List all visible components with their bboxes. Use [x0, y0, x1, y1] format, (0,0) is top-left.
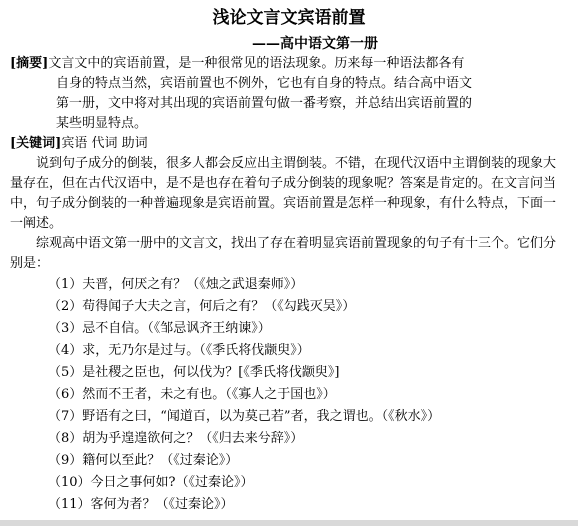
- example-sentence: （8）胡为乎遑遑欲何之？（《归去来兮辞》）: [48, 431, 304, 446]
- example-sentence: （7）野语有之曰，“闻道百，以为莫己若”者，我之谓也。（《秋水》）: [48, 409, 441, 424]
- abstract-line-2: 自身的特点当然，宾语前置也不例外，它也有自身的特点。结合高中语文: [56, 76, 473, 91]
- abstract-section: [10, 54, 568, 134]
- abstract-label: [摘要]: [10, 56, 49, 71]
- document-title: 浅论文言文宾语前置: [212, 8, 366, 28]
- keywords-label: [关键词]: [10, 136, 62, 151]
- abstract-text-1: 文言文中的宾语前置，是一种很常见的语法现象。历来每一种语法都各有: [48, 56, 465, 71]
- example-sentence: （5）是社稷之臣也，何以伐为？[《季氏将伐颛臾》]: [48, 365, 340, 380]
- abstract-line-4: 某些明显特点。: [56, 116, 148, 131]
- keywords-text: 宾语 代词 助词: [61, 136, 148, 151]
- bottom-scroll-edge: [0, 520, 578, 526]
- abstract-line-1: [10, 54, 568, 74]
- body-paragraph-2: 综观高中语文第一册中的文言文，找出了存在着明显宾语前置现象的句子有十三个。它们分别是：: [10, 236, 557, 271]
- example-sentence: （1）夫晋，何厌之有？（《烛之武退秦师》）: [48, 277, 304, 292]
- example-sentence: （9）籍何以至此？（《过秦论》）: [48, 453, 239, 468]
- keywords-section: [10, 134, 568, 154]
- example-sentence: （2）苟得闻子大夫之言，何后之有？（《勾践灭吴》）: [48, 299, 356, 314]
- example-sentence: （10）今日之事何如?（《过秦论》）: [48, 475, 254, 490]
- example-sentence-list: [10, 274, 568, 516]
- example-sentence: （6）然而不王者，未之有也。（《寡人之于国也》）: [48, 387, 336, 402]
- document-subtitle: ——高中语文第一册: [252, 36, 378, 52]
- abstract-line-3: 第一册，文中将对其出现的宾语前置句做一番考察，并总结出宾语前置的: [56, 96, 473, 111]
- example-sentence: （4）求，无乃尔是过与。（《季氏将伐颛臾》）: [48, 343, 310, 358]
- example-sentence: （11）客何为者？（《过秦论》）: [48, 497, 234, 512]
- example-sentence: （3）忌不自信。（《邹忌讽齐王纳谏》）: [48, 321, 271, 336]
- body-paragraph-1: 说到句子成分的倒装，很多人都会反应出主谓倒装。不错，在现代汉语中主谓倒装的现象大量存在，但在古代汉语中，是不是也存在着句子成分倒装的现象呢？答案是肯定的。在文言问当中，句子成分倒装的一种普遍现象是宾语前置。宾语前置是怎样一种现象，有什么特点，下面一一阐述。: [10, 156, 557, 231]
